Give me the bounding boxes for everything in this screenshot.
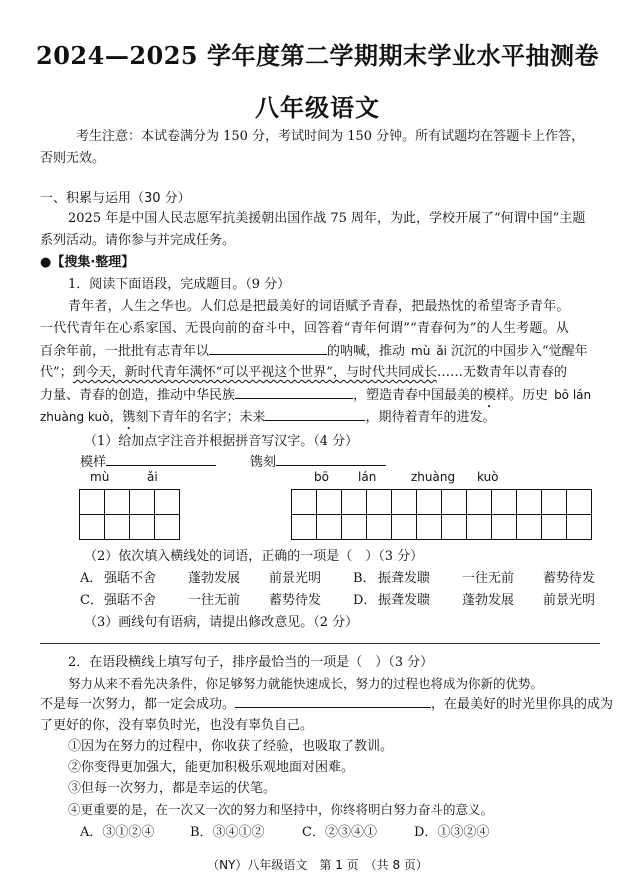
grid-pinyin-bo: bō bbox=[314, 470, 329, 484]
task-heading: ●【搜集·整理】 bbox=[40, 255, 135, 270]
section-1-heading: 一、积累与运用（30 分） bbox=[40, 191, 191, 206]
word-juanke: 镌刻 bbox=[250, 455, 277, 470]
blank-q2 bbox=[235, 694, 431, 708]
writing-grid-2[interactable] bbox=[291, 489, 592, 540]
q2-item-3: ③但每一次努力，都是幸运的伏笔。 bbox=[68, 781, 277, 796]
option-b-word: 一往无前 bbox=[462, 571, 515, 586]
option-a-word: 强聒不舍 bbox=[104, 571, 157, 586]
option-c-word: 强聒不舍 bbox=[104, 593, 157, 608]
passage-text: 样。历史 bbox=[496, 388, 549, 403]
passage-text: 不是每一次努力，都一定会成功。 bbox=[40, 697, 236, 712]
q2-option-a: A．③①②④ bbox=[80, 825, 155, 840]
grid-pinyin-lan: lán bbox=[358, 470, 377, 484]
option-d-word: 振聋发聩 bbox=[378, 593, 431, 608]
q1-3-prompt: （3）画线句有语病，请提出修改意见。（2 分） bbox=[84, 615, 359, 630]
passage-line-6 bbox=[40, 406, 496, 433]
passage-text: ，塑造青春中国最美的 bbox=[353, 388, 484, 403]
q2-line-1: 努力从来不看先决条件，你足够努力就能快速成长，努力的过程也将成为你新的优势。 bbox=[68, 676, 544, 691]
pinyin-bolan: bō lán bbox=[554, 388, 592, 402]
grid-pinyin-ai: ǎi bbox=[147, 470, 158, 484]
option-d-word: 前景光明 bbox=[543, 593, 596, 608]
passage-text: 力量、青春的创造，推动中华民族 bbox=[40, 388, 236, 403]
option-c-word: 一往无前 bbox=[188, 593, 241, 608]
passage-line-4 bbox=[40, 362, 567, 384]
q2-item-1: ①因为在努力的过程中，你收获了经验，也吸取了教训。 bbox=[68, 739, 394, 754]
passage-text: ，期待着青年的进发。 bbox=[365, 410, 496, 425]
q2-option-d: D．①③②④ bbox=[414, 825, 490, 840]
page-footer: （NY）八年级语文 第 1 页 （共 8 页） bbox=[207, 858, 428, 872]
passage-text: 的呐喊，推动 bbox=[327, 344, 406, 359]
passage-line-1: 青年者，人生之华也。人们总是把最美好的词语赋予青春，把最热忱的希望寄予青年。 bbox=[68, 299, 570, 314]
q1-1-prompt: （1）给加点字注音并根据拼音写汉字。（4 分） bbox=[84, 434, 359, 449]
q2-heading: 2．在语段横线上填写句子，排序最恰当的一项是（ ）（3 分） bbox=[68, 655, 434, 670]
option-b-word: 振聋发聩 bbox=[378, 571, 431, 586]
option-d-label: D． bbox=[353, 593, 377, 608]
grid-pinyin-zhuang: zhuàng bbox=[411, 470, 456, 484]
blank-1 bbox=[209, 341, 327, 355]
answer-blank-1 bbox=[106, 452, 216, 466]
writing-grid-1[interactable] bbox=[79, 489, 180, 540]
exam-subject: 八年级语文 bbox=[255, 93, 380, 122]
q2-option-b: B．③④①② bbox=[190, 825, 265, 840]
pinyin-mu: mù bbox=[411, 344, 431, 358]
option-a-word: 蓬勃发展 bbox=[188, 571, 241, 586]
grid-pinyin-mu: mù bbox=[90, 470, 110, 484]
passage-text: 刻下青年的名字；未来 bbox=[135, 410, 266, 425]
passage-text: 百余年前，一批批有志青年以 bbox=[40, 344, 210, 359]
option-d-word: 蓬勃发展 bbox=[462, 593, 515, 608]
word-moyang: 模样 bbox=[80, 455, 107, 470]
q2-line-2 bbox=[40, 694, 613, 716]
passage-text: ， bbox=[109, 410, 123, 425]
q2-item-2: ②你变得更加强大，能更加积极乐观地面对困难。 bbox=[68, 760, 355, 775]
option-c-word: 蓄势待发 bbox=[269, 593, 322, 608]
pinyin-zhuangkuo: zhuàng kuò bbox=[40, 410, 110, 424]
intro-line-2: 系列活动。请你参与并完成任务。 bbox=[40, 233, 236, 248]
notice-line-1: 考生注意：本试卷满分为 150 分，考试时间为 150 分钟。所有试题均在答题卡上作答， bbox=[76, 129, 585, 144]
blank-3 bbox=[265, 407, 365, 421]
notice-line-2: 否则无效。 bbox=[40, 151, 106, 166]
option-a-word: 前景光明 bbox=[269, 571, 322, 586]
blank-2 bbox=[235, 385, 353, 399]
option-b-label: B． bbox=[353, 571, 376, 586]
passage-text: ……无数青年以青春的 bbox=[436, 365, 567, 380]
passage-line-2: 一代代青年在心系家国、无畏向前的奋斗中，回答着“青年何谓”“青春何为”的人生考题。从 bbox=[40, 321, 569, 336]
q1-2-prompt: （2）依次填入横线处的词语，正确的一项是（ ）（3 分） bbox=[84, 549, 424, 564]
q2-line-3: 了更好的你，没有辜负时光，也没有辜负自己。 bbox=[40, 718, 314, 733]
passage-line-3 bbox=[40, 340, 588, 363]
dotted-char-mo: 模 bbox=[483, 388, 497, 403]
passage-text: 沉沉的中国步入“觉醒年 bbox=[451, 344, 588, 359]
passage-text: 代”； bbox=[40, 365, 73, 380]
dotted-char-juan: 镌 bbox=[122, 410, 136, 425]
pinyin-ai: ǎi bbox=[436, 344, 448, 358]
answer-blank-2 bbox=[276, 452, 386, 466]
exam-title: 2024—2025 学年度第二学期期末学业水平抽测卷 bbox=[36, 41, 599, 70]
q2-item-4: ④更重要的是，在一次又一次的努力和坚持中，你终将明白努力奋斗的意义。 bbox=[68, 802, 494, 817]
option-a-label: A． bbox=[80, 571, 103, 586]
answer-line bbox=[40, 643, 600, 644]
grid-pinyin-kuo: kuò bbox=[477, 470, 499, 484]
option-b-word: 蓄势待发 bbox=[543, 571, 596, 586]
underlined-sentence: 到今天，新时代青年满怀“可以平视这个世界”，与时代共同成长 bbox=[72, 365, 437, 380]
option-c-label: C． bbox=[80, 593, 103, 608]
passage-text: ，在最美好的时光里你具的成为 bbox=[431, 697, 614, 712]
intro-line-1: 2025 年是中国人民志愿军抗美援朝出国作战 75 周年，为此，学校开展了“何谓中国”主题 bbox=[68, 211, 586, 226]
q1-heading: 1．阅读下面语段，完成题目。（9 分） bbox=[68, 277, 291, 292]
q2-option-c: C．②③④① bbox=[302, 825, 377, 840]
